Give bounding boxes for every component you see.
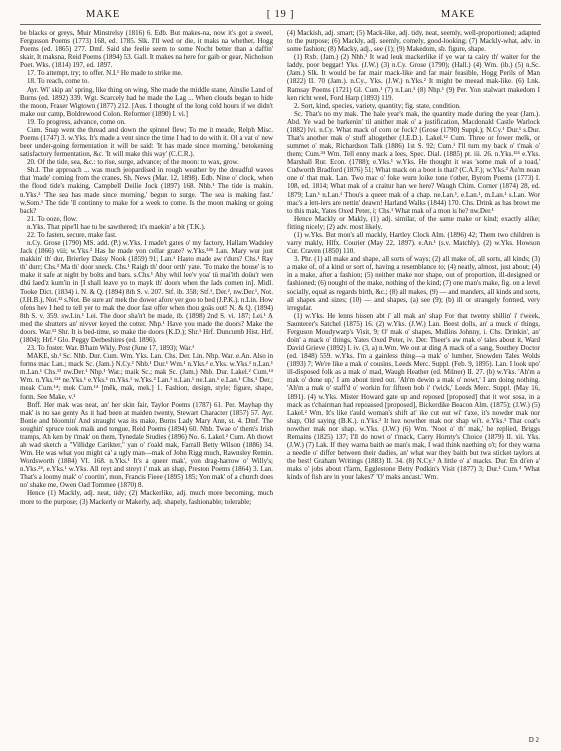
paragraph: 19. To progress, advance, come on. — [27, 117, 126, 126]
paragraph: 23. To foster. War. B'ham Wkly. Post (June 17, 1893); War.¹ — [27, 344, 195, 353]
paragraph: Bnff. Her mak was neat, an' her skin fair, Taylor Poems (1787) 61. Per. Mayhap thy mak' is no sae genty As it had been at maiden twenty, Stewart Character (1857) 57. Ayr. Bonie and bloomin' And straught was its make, Burns Lady Mary Ann, st. 4. Dmf. The soughin' spruce took maik and tongue, Reid Poems (1894) 60. Nhb. Twae o' them's Irish tramps, Ah ken by t'mak' on them, Tynedale Studies (1896) No. 6. Lakel.² Cum. Ah thowt ah wad sketch a "Villidge Carikter," yan o' t'oald mak, Farrall Betty Wilson (1886) 34. Wm. He was what you might ca' a ugly man—mak of John Rigg much, Rawnsley Remin. Wordsworth (1884) VI. 168. n.Yks.¹ It's a queer mak', yon drag-harrow o' Willy's; n.Yks.²⁴, e.Yks.¹ w.Yks. All reyt and streyt i' mak an shap, Preston Poems (1864) 3. Lan. That's a loomy mak' o' coortin', mon, Francis Fieee (1895) 185; Yon mak' of a church does no' shake me, Owen Oad Tommee (1870) 8. — [20, 400, 273, 490]
right-column — [287, 29, 540, 741]
paragraph: 22. To fasten, secure, make fast. — [27, 230, 117, 239]
paragraph: MAKE, sb.¹ Sc. Nhb. Dur. Cum. Wm. Yks. Lan. Chs. Der. Lin. Nhp. War. e.An. Also in forms mac Lan.; mack Sc. (Jam.) N.Cy.¹ Nhb.¹ Dur.¹ Wm.¹ n.Yks.² e.Yks. w.Yks.¹ n.Lan.¹ m.Lan.¹ Chs.¹³ nw.Der.¹ Nhp.¹ War.; maik Sc.; mak Sc. (Jam.) Nhb. Dur. Lakel.² Cum.¹⁴ Wm. n.Yks.¹²⁴ ne.Yks.¹ e.Yks.¹ m.Yks.¹ w.Yks.³ Lan.¹ n.Lan.¹ ne.Lan.¹ e.Lan.¹ Chs.¹ Der.; meak Cum.¹⁴; mek Cum.¹⁴ [mēk, mak, mek.] 1. Fashion, design, style; figure, shape, form. See Make, v.¹ — [20, 352, 273, 401]
paragraph: Ayr. Wi' skip an' spring, like thing on wing, She made the middle stane, Ainslie Land of Burns (ed. 1892) 339. Wgt. Scarcely had he made the Lag ... When clouds began to hide the moon, Fraser Wigtown (1877) 212. [Aus. I thought of the long cold hours if we didn't make our camp, Boldrewood Colon. Reformer (1890) I. vi.] — [20, 85, 273, 118]
paragraph: 2. Sort, kind, species, variety, quantity; fig. state, condition. — [294, 101, 461, 110]
paragraph: Hence (1) Mackly, adj. neat, tidy; (2) Mackerlike, adj. much more becoming, much more to the purpose; (3) Mackerly or Makerly, adj. shapely, fashionable; tolerable; — [20, 489, 273, 506]
signature-mark: D 2 — [528, 736, 539, 744]
paragraph: Cum. Snap went the thread and down the spinnel flew; To me it meade, Relph Misc. Poems (1747) 3. w.Yks. It's made a vent since the time I had to do with it. Ol a vat o' new beer under-going fermentation it will be said: 'It has made since morning,' betokening satisfactory fermentation, &c. 'It will make this way' (C.C.R.). — [20, 125, 273, 159]
paragraph: (1) Rxb. (Jam.) (2) Nhb.¹ It wad leuk mackerlike if ye war ta cairy th' waiter for the laddy, poor beggar! Yks. (J.W.) (3) n.Cy. Grose (1790); (Hall.) (4) Wm. (ib.) (5) n.Sc. (Jam.) Slk. It would be far mair mack-like and far mair feasible, Hogg Perils of Man (1822) II. 70 (Jam.). n.Cy., Yks. (J.W.) n.Yks.² It might be meead mak-like. (6) Lnk. Ramsay Poems (1721) Gl. Cum.¹ (7) n.Lan.¹ (8) Nhp.¹ (9) Per. Yon stalwart makedom I ken richt weel, Ford Harp (1893) 119. — [287, 53, 540, 102]
header-left-word: MAKE — [86, 9, 121, 20]
paragraph: (1) w.Yks. But mon's all mackly, Hartley Clock Alm. (1896) 42; Them two children is varry makly, Hlfx. Courier (May 22, 1897). e.An.¹ (s.v. Matchly). (2) w.Yks. Howson Cur. Craven (1850) 110. — [287, 230, 540, 256]
paragraph: be blacks or greys, Muir Minstrelsy (1816) 6. Edb. But makes-na, now it's got a sweel, Fergusson Poems (1773) 168, ed. 1785. Slk. I'll wed or die, it maks na whether, Hogg Poems (ed. 1865) 277. Dmf. Said she feelie seem to some Nocht better than a daffin' skair, It maksna, Reid Poems (1894) 53. Gall. It makes na here for gaib or gear, Nicholson Poet. Wks. (1814) 197, ed. 1897. — [20, 29, 273, 70]
paragraph: n.Yks. That pipe'll hae tu be sawthered; it's maekin' a bit (T.K.). — [27, 222, 206, 231]
left-column — [20, 29, 273, 741]
paragraph: Hence Mackly or Makly, (1) adj. similar, of the same make or kind; exactly alike; fitting nicely; (2) adv. most likely. — [287, 214, 540, 231]
paragraph: Sh.I. The approach ... was much jeopardised in rough weather by the dreadful waves that 'made' coming from the cranes, Sh. News (Mar. 12, 1898). Edb. Nine o' clock, when the flood tide's making, Campbell Deilie Jock (1897) 168. Nhb.¹ The tide is makin. n.Yks.² 'The sea has made since morning,' begun to surge. 'The sea is making fast.' w.Som.¹ The tide 'll continny to make for a week to come. Is the moon making or going back? — [20, 166, 273, 215]
running-header — [20, 8, 541, 25]
paragraph: 17. To attempt, try; to offer. N.I.¹ He made to strike me. — [27, 69, 183, 78]
paragraph: 3. Phr. (1) all make and shape, all sorts of ways; (2) all make of, all sorts, all kinds; (3) a make of, of a kind or sort of, having a resemblance to; (4) neatly, almost, just about; (4) in a make, after a fashion; (5) neither make nor shape, out of proportion, ill-designed or fashioned; (6) nought of the make, nothing of the kind; (7) one man's make, fig. on a level socially, equal as regards birth, &c.; (8) all makes, (9) — and manders, all kinds and sorts, all shapes and sizes; (10) — and shapes, (a) see (9); (b) ill or strangely formed, very irregular. — [287, 255, 540, 312]
paragraph: (1) w.Yks. He lenns hissen abt i' all mak an' shap For that twenty shillin' i' t'week, Saunterer's Satchel (1875) 16. (2) w.Yks. (J.W.) Lan. Beest dolls, an' a muck o' things, Ferguson Moudywarp's Visit, 9; O' mak o' shapes, Mullins Johnny, i. Chs. Drinkin', an' doin' a mack o' things, Yates Oxed Peter, iv. Der. Theer's aw mak o' tales about it, Ward David Grieve (1892) I. iv. (3, a) n.Wm. We out at ding A mack of a sang, Southey Doctor (ed. 1848) 559. w.Yks. I'm a gainless thing—a mak' o' lumber, Snowden Tales Wolds (1893) 7; We're like a mak o' cousins, Leeds Merc. Suppl. (Feb. 9, 1895). Lan. I look upo' ill-disposed folk as a mak o' mad, Waugh Heather (ed. Milner) II. 27. (b) w.Yks. 'Ah'm a mak o' done up,' I am about tired out. 'Ah'm dewin a mak o' nowt,' I am doing nothing. 'Ah'm a mak o' staff'd o' workin for fifteen bob i' t'wick,' Leeds Merc. Suppl. (May 16, 1891). (4) w.Yks. Mister Howard gate up and reposed [proposed] that it wor sosa, in a mack as t'chairman had repoassed [proposed], Bickerdike Beacon Alm. (1875); (J.W.) (5) Lakel.² Wm. It's like t'auld woman's shift at' ike cut out wi' t'axe, it's nowder mak nor shap, Old saying (B.K.). n.Yks.² It hez nowther mak nor shap wi't. e.Yks.¹ That coat's nowther mak nor shap. w.Yks. (J.W.) (6) Wm. 'Noot o' th' mak,' he replied, Briggs Remains (1825) 137; I'll do nowt o' t'mack, Carry Hornty's Choice (1879) II. xii. Yks. (J.W.) (7) Lak. If they warna baith ae man's mak, I wad think naething o't; for they warna a needle o' differ between their dadies, an' what war they baith but twa sticket taylors at the best! Graham Writings (1883) II. 34. (8) N.Cy.¹ A little o' a' macks. Dur. En di'en a' maks o' jobs about t'farm, Egglestone Betty Podkin's Visit (1877) 3; Dur.¹ Cum.⁴ 'What kinds of fish are in your lakes?' 'O' maks ancast.' Wm. — [287, 311, 540, 482]
paragraph: Sc. That's no my mak. The hale year's mak, the quantity made during the year (Jam.). Abd. Ye wad be barkenin' til anither mak o' a justification, Macdonald Castle Warlock (1882) lvi. n.Cy. What mack of corn or fock? (Grose (1790) Suppl.); N.Cy.¹ Dur.¹ s.Dur. That's another mak o' stuff altogether (J.E.D.). Lakel.¹² Cum. Three or fower melk, or summet o' mak, Richardson Talk (1886) 1st S. 92; Cum.¹ I'll turn my back o' t'mak o' them; Cum.³⁴ Wm. Tell enny mack a lees, Spec. Dial. (1885) pt. iii. 26. n.Yks.¹²⁴ e.Yks. Marshall Rur. Econ. (1788); e.Yks.¹ w.Yks. He thought it was 'some mak of a toad,' Cudworth Bradford (1876) 51; What mack on a boot is that? (C.A.F.); w.Yks.³ Au'm noan one o' that mak. Lan. Two mac o' foke wurn loike tone t'other, Byrom Poems (1773) I. 108, ed. 1814; What mak of a craitur han we here? Waugh Chim. Corner (1874) 28, ed. 1879; Lan.¹ n.Lan.¹ Thou's a queer mak of a chap. ne.Lan.¹, e.Lan.¹, m.Lan.¹ s.Lan. Wor mac's a lett-lers are nettin' deawn! Harland Walks (1844) 170. Chs. Drink as has browt me to this mak, Yates Oxed Peter, i; Chs.¹ What mak of a mon is he? nw.Der.¹ — [287, 109, 540, 215]
paragraph: 21. To ooze, flow. — [27, 214, 78, 223]
header-page-number: [ 19 ] — [266, 9, 295, 20]
paragraph: 18. To reach, come to. — [27, 77, 90, 86]
paragraph: 20. Of the tide, sea, &c.: to rise, surge, advance; of the moon: to wax, grow. — [27, 158, 239, 167]
header-right-word: MAKE — [440, 9, 475, 20]
two-column-body — [20, 29, 541, 741]
paragraph: n.Cy. Grose (1790) MS. add. (P.) w.Yks. I made't gates o' my factory, Hallam Wadsley Jack (1866) viii; w.Yks.² Has he made yon cellar grate? w.Yks.³⁴⁵ Lan. Mary wur just makkin' th' dur, Brierley Daisy Nook (1859) 91; Lan.¹ Hasto made aw t'durs? Chs.¹ Ray th' durr; Chs.³ Ma th' door sneck. Chs.¹ Raigh th' door orth' yate. 'To make the house' is to make it safe at night by bolts and bars. s.Chs.¹ Ahy whil lee'v yoa' tü mai'ith doüu'r wen dhü laed'z kum'in in [I shall leave yo to mayk th' doors when the lads comen in]. Midl. Tooke Dict. (1834) i. N. & Q. (1894) 8th S. v. 207. Stf. ib. 358; Stf.¹, Der.², nw.Der.¹, Not. (J.H.B.), Not.¹² s.Not. Be sure an' mek the dower afore yer goo to bed (J.P.K.). n.Lin. How ofens hev I hed to tell yer to mak the door fast offer when thou goäs out! N. & Q. (1894) 8th S. v. 359. sw.Lin.¹ Lei. The door sha'n't be made, ib. (1898) 2nd S. vi. 187; Lei.¹ A med the shutters an' nivver keyed the cotter. Nhp.¹ Have you made the doors? Make the doors. War.¹² Shr. It is bed-time, so make the doors (K.D.); Shr.¹ Hrf. Duncumb Hist. Hrf. (1804); Hrf.² Glo. Peggy Derbeshires (ed. 1896). — [20, 239, 273, 344]
paragraph: (4) Mackish, adj. smart; (5) Mack-like, adj. tidy, neat, seemly, well-proportioned; adapted to the purpose; (6) Mackly, adj. seemly, comely, good-looking; (7) Mackly-what, adv. in some fashion; (8) Macky, adj., see (1); (9) Makedom, sb. figure, shape. — [287, 29, 540, 54]
